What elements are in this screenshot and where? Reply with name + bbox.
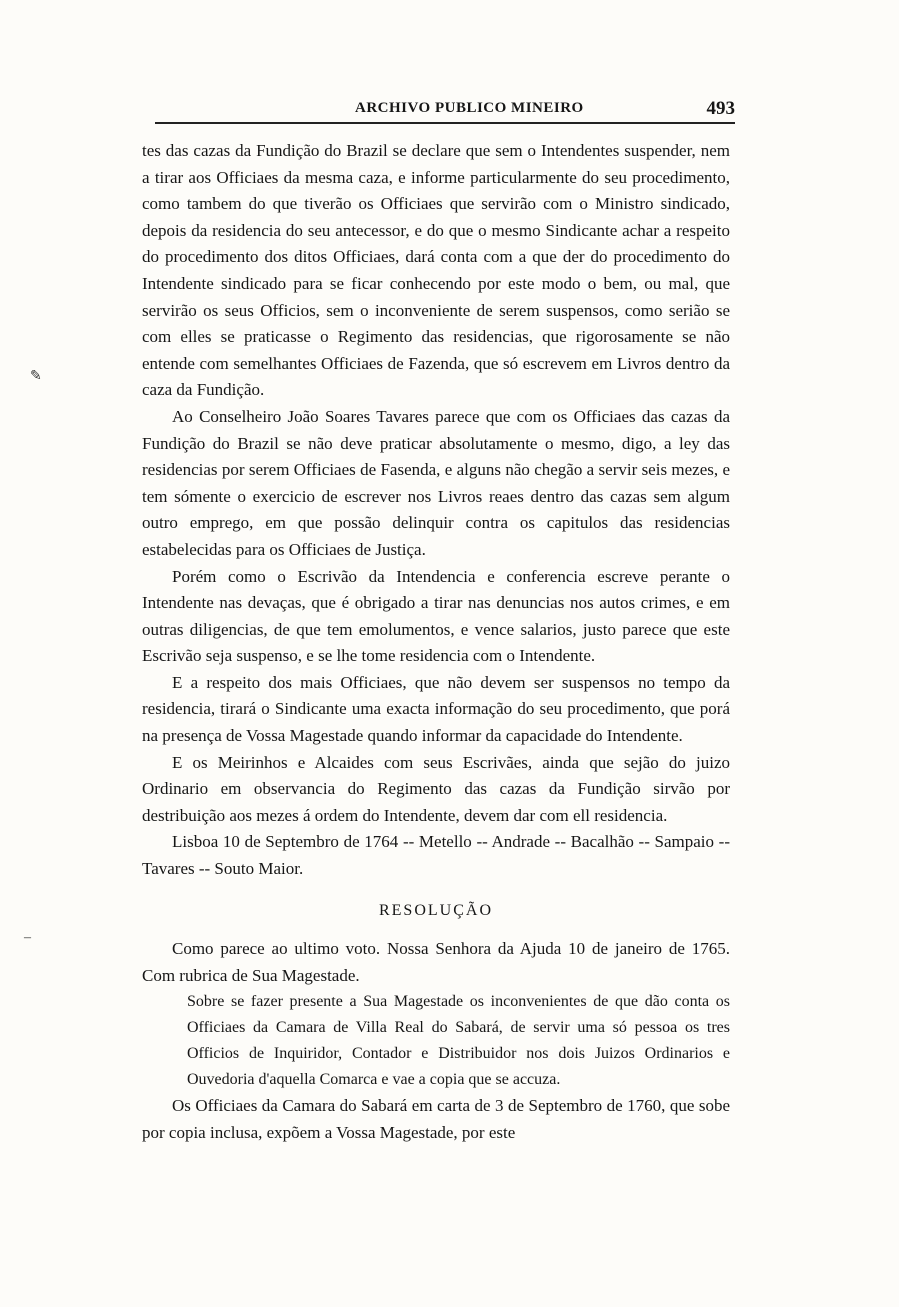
page-header — [155, 94, 735, 124]
paragraph-4: E a respeito dos mais Officiaes, que não devem ser suspensos no tempo da residencia, tirará o Sindicante uma exacta informação do seu procedimento, que porá na presença de Vossa Magestade quando informar da capacidade do Intendente. — [142, 672, 730, 746]
page-number: 493 — [706, 98, 735, 119]
paragraph-6-signatures: Lisboa 10 de Septembro de 1764 -- Metello -- Andrade -- Bacalhão -- Sampaio -- Tavares -- Souto Maior. — [142, 832, 730, 879]
body-text — [142, 138, 730, 1147]
running-title: ARCHIVO PUBLICO MINEIRO — [355, 100, 584, 116]
paragraph-2: Ao Conselheiro João Soares Tavares parece que com os Officiaes das cazas da Fundição do Brazil se não deve praticar absolutamente o mesmo, digo, a ley das residencias por serem Officiaes de Fasenda, e alguns não chegão a servir seis mezes, e tem sómente o exercicio de escrever nos Livros reaes dentro das cazas sem algum outro emprego, em que possão delinquir contra os capitulos das residencias estabelecidas para os Officiaes de Justiça. — [142, 406, 730, 559]
section-heading: RESOLUÇÃO — [378, 901, 493, 919]
resolution-text: Como parece ao ultimo voto. Nossa Senhora da Ajuda 10 de janeiro de 1765. Com rubrica de Sua Magestade. — [142, 939, 730, 985]
paragraph-1: tes das cazas da Fundição do Brazil se declare que sem o Intendentes suspender, nem a tirar aos Officiaes da mesma caza, e informe particularmente do seu procedimento, como tambem do que tiverão os Officiaes que servirão com o Ministro sindicado, depois da residencia do seu antecessor, e do que o mesmo Sindicante achar a respeito do procedimento dos ditos Officiaes, dará conta com a que der do procedimento do Intendente sindicado para se ficar conhecendo por este modo o bem, ou mal, que servirão os seus Officios, sem o inconveniente de serem suspensos, como serião se com elles se praticasse o Regimento das residencias, que rigorosamente se não entende com semelhantes Officiaes de Fazenda, que só escrevem em Livros dentro da caza da Fundição. — [142, 141, 730, 400]
letter-opening: Os Officiaes da Camara do Sabará em carta de 3 de Septembro de 1760, que sobe por copia inclusa, expõem a Vossa Magestade, por este — [142, 1096, 730, 1142]
margin-mark: – — [24, 930, 31, 945]
header-rule — [155, 122, 735, 124]
paragraph-5: E os Meirinhos e Alcaides com seus Escrivães, ainda que sejão do juizo Ordinario em observancia do Regimento das cazas da Fundição sirvão por destribuição aos mezes á ordem do Intendente, devem dar com ell residencia. — [142, 752, 730, 825]
paragraph-3: Porém como o Escrivão da Intendencia e conferencia escreve perante o Intendente nas devaças, que é obrigado a tirar nas denuncias nos autos crimes, e em outras diligencias, de que tem emolumentos, e vence salarios, justo parece que este Escrivão seja suspenso, e se lhe tome residencia com o Intendente. — [142, 566, 730, 666]
margin-mark: ✎ — [30, 369, 42, 384]
subsection-summary: Sobre se fazer presente a Sua Magestade os inconvenientes de que dão conta os Officiaes da Camara de Villa Real do Sabará, de servir uma só pessoa os tres Officios de Inquiridor, Contador e Distribuidor nos dois Juizos Ordinarios e Ouvedoria d'aquella Comarca e vae a copia que se accuza. — [187, 993, 730, 1089]
